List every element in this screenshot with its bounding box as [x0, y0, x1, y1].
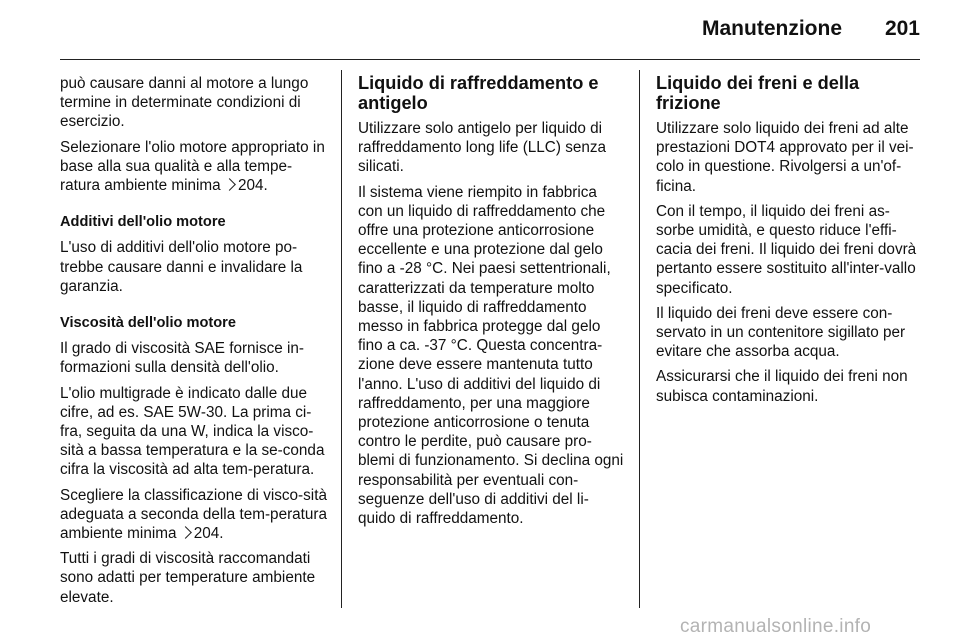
subheading-viscosita: Viscosità dell'olio motore: [60, 315, 236, 332]
paragraph: Tutti i gradi di viscosità raccomandati sono adatti per temperature ambiente elevate.: [60, 550, 316, 606]
page-number: 201: [884, 17, 920, 40]
arrow-right-icon: [179, 526, 192, 539]
column-divider: [341, 70, 342, 608]
heading-brake-fluid: Liquido dei freni e della frizione: [656, 73, 860, 113]
page-header: [0, 0, 960, 60]
paragraph: Il sistema viene riempito in fabbrica con un liquido di raffreddamento che offre una protezione anticorrosione eccellente e una protezione dal gelo fino a -28 °C. Nei paesi settentrionali, caratterizzati da temperature molto basse, il liquido di raffreddamento messo in fabbrica protegge dal gelo fino a ca. -37 °C. Questa concentra-zione deve essere mantenuta tutto l'anno. L'uso di additivi del liquido di raffreddamento, per una maggiore protezione anticorrosione o tenuta contro le perdite, può causare pro-blemi di funzionamento. Si declina ogni responsabilità per eventuali con-seguenze dell'uso di additivi del li-quido di raffreddamento.: [358, 183, 624, 528]
paragraph: L'olio multigrade è indicato dalle due cifre, ad es. SAE 5W-30. La prima ci-fra, seguita da una W, indica la visco-sità a bassa temperatura e la se-conda cifra la viscosità ad alta tem-peratura.: [60, 384, 325, 479]
paragraph: Selezionare l'olio motore appropriato in base alla sua qualità e alla tempe-ratura ambiente minima 204.: [60, 138, 325, 195]
arrow-right-icon: [223, 178, 236, 191]
paragraph: L'uso di additivi dell'olio motore po-trebbe causare danni e invalidare la garanzia.: [60, 239, 303, 295]
page-reference[interactable]: 204.: [237, 177, 268, 195]
spacer: [60, 302, 328, 314]
paragraph: Il liquido dei freni deve essere con-servato in un contenitore sigillato per evitare che assorba acqua.: [656, 304, 906, 361]
paragraph: Utilizzare solo antigelo per liquido di raffreddamento long life (LLC) senza silicati.: [358, 120, 607, 176]
column-1: [60, 74, 328, 613]
subheading-additivi: Additivi dell'olio motore: [60, 214, 226, 231]
paragraph: Scegliere la classificazione di visco-sità adeguata a seconda della tem-peratura ambiente minima 204.: [60, 486, 328, 543]
header-rule: [60, 59, 920, 60]
column-3: [656, 74, 924, 412]
paragraph: Il grado di viscosità SAE fornisce in-formazioni sulla densità dell'olio.: [60, 340, 305, 377]
heading-coolant: Liquido di raffreddamento e antigelo: [358, 73, 599, 113]
paragraph: può causare danni al motore a lungo termine in determinate condizioni di esercizio.: [60, 75, 309, 131]
section-title: Manutenzione: [702, 17, 842, 40]
column-2: [358, 74, 624, 534]
spacer: [60, 201, 328, 213]
page-reference[interactable]: 204.: [193, 525, 224, 543]
paragraph: Assicurarsi che il liquido dei freni non subisca contaminazioni.: [656, 368, 908, 405]
paragraph: Utilizzare solo liquido dei freni ad alte prestazioni DOT4 approvato per il vei-colo in questione. Rivolgersi a un'of-ficina.: [656, 120, 914, 195]
paragraph: Con il tempo, il liquido dei freni as-sorbe umidità, e questo riduce l'effi-cacia dei freni. Il liquido dei freni dovrà pertanto essere sostituito all'inter-vallo specificato.: [656, 202, 917, 297]
watermark: carmanualsonline.info: [680, 616, 872, 637]
column-divider: [639, 70, 640, 608]
